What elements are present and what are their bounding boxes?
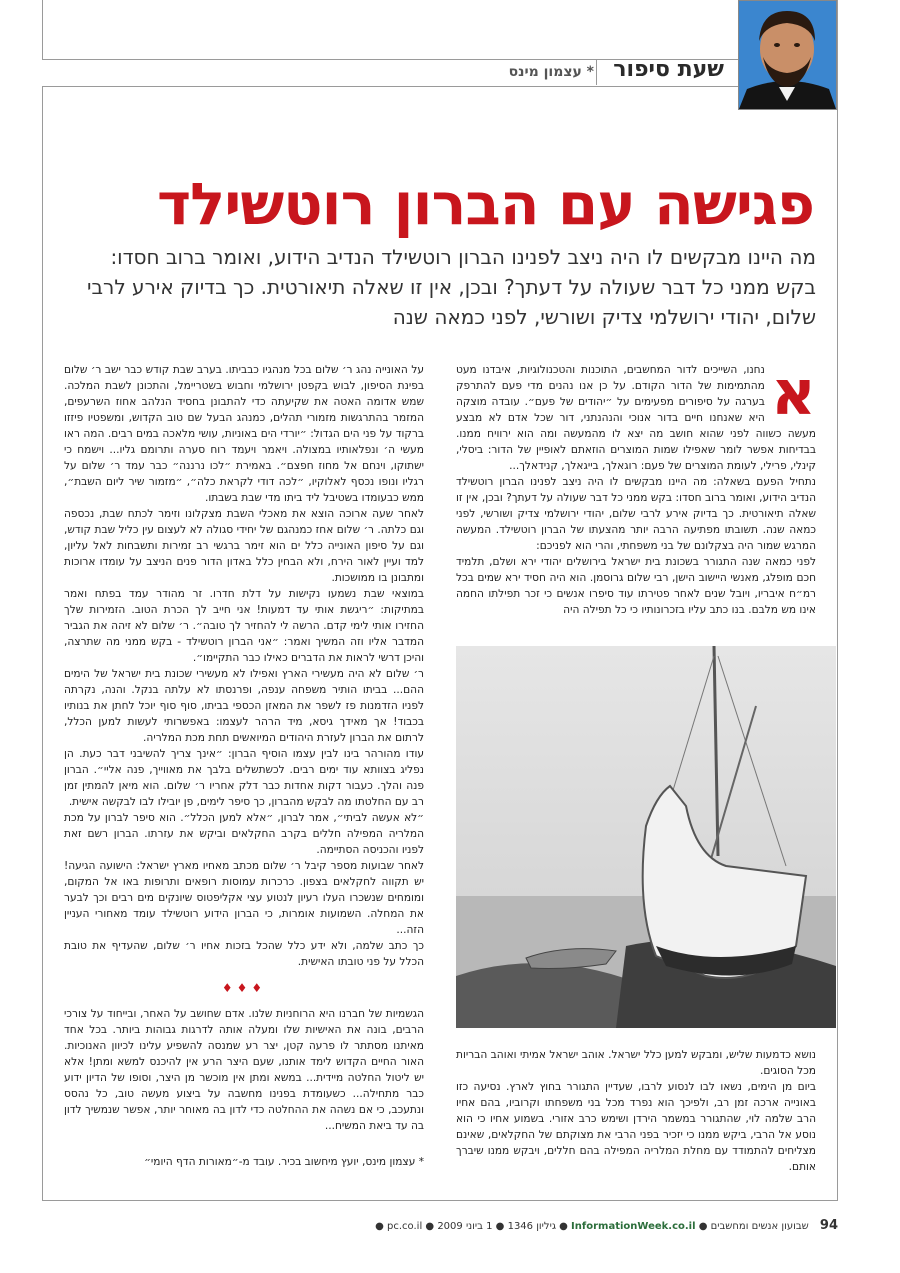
paragraph: נחנו, השייכים לדור המחשבים, התוכנות והטכנולוגיות, איבדנו מעט מהתמימות של הדור הקודם. על כן אנו נהנים מדי פעם להתרפק בערגה על סיפורים מפעימים על ״יהודים של פעם״. עובדה מוצקה היא שאנחנו חיים בדור אנוכי והנהנתני, דור שכל אדם לא מבצע מעשה כשווה לפני שהוא חושב מה יצא לו מהמעשה ומה הוא ירוויח ממנו. בבדיחות אפשר לומר שאפילו שמות המוצרים הוזאתם לאופיין של הדור: ביסלי, קינלי, פרילי, לעומת המוצרים של פעם: רוגאלך, בייגאלך, קנידאלך... xyxy=(456,364,816,472)
paragraph: לאחר שעה ארוכה הוצא את מאכלי השבת מצקלונו וזימר לכתח שבת, נכספה וגם כלתה. ר׳ שלום אחז כמנהגם של יחידי סגולה לא לעצום עין כליל שבת קודש, וגם על סיפון האונייה כלל ים הוא זימר ברגשי רב זמירות ותשבחות לאל עליון, למד ועיין לאור הירח, ולא הבחין כלל באדון הדור פנים הניצב על עומדו ארוכות ומתבונן בו ממושכות. xyxy=(64,508,424,584)
column-title: שעת סיפור xyxy=(613,57,724,82)
article-column-right-bottom xyxy=(456,1047,816,1175)
header-separator xyxy=(596,59,597,85)
section-divider: ♦♦♦ xyxy=(221,981,267,995)
issue-date: 1 ביוני 2009 xyxy=(437,1221,493,1232)
paragraph: על האונייה נהג ר׳ שלום בכל מנהגיו כבביתו. בערב שבת קודש כבר ישב ר׳ שלום בפינת הסיפון, לבוש בקפטן ירושלמי וחבוש בשטריימל, והתכונן לשבת המלכה. שמש אדומה האטה את שקיעתה כדי להתבונן בחסיד הנלהב אחוז השרעפים, המזמר בהתרגשות מזמורי תהלים, כמנהג הבעל שם טוב הקדוש, ומשפטיו פיזזו ברקוד על פני הים הגדול: ״יורדי הים באוניות, עושי מלאכה במים רבים. המה ראו מעשי ה׳ ונפלאותיו במצולה. ויאמר ויעמד רוח סערה ותרומם גליו... וישמח כי ישתוקו, וינחם אל מחוז חפצם״. באמירת ״לכו נרננה״ כבר עמד ר׳ שלום על רגליו ונופו נכסף לאלוקיו, ״לכה דודי לקראת כלה״, ״מזמור שיר ליום השבת״, ממש כבעומדו בשטיבל ליד ביתו מדי שבת בשבתו. xyxy=(64,364,424,504)
author-photo xyxy=(738,0,837,110)
publication-name: שבועון אנשים ומחשבים xyxy=(710,1221,809,1232)
paragraph: לפני כמאה שנה התגורר בשכונת בית ישראל בירושלים יהודי ירא ושלם, תלמיד חכם מופלג, מאנשי היישוב הישן, רבי שלום גרוסמן. הוא היה חסיד ירא שמים בכל רמ״ח איבריו, ויובל שנים לאחר פטירתו עוד סיפרו אנשים כי זכר תפילתו החמה אינו מש מלבם. בנו כתב עליו בזכרונותיו כי כל תפילה היה xyxy=(456,556,816,616)
site-link[interactable]: InformationWeek.co.il xyxy=(571,1221,696,1232)
paragraph: לאחר שבועות מספר קיבל ר׳ שלום מכתב מאחיו מארץ ישראל: הישועה הגיעה! יש תקווה לחקלאים בצפון. כרכרות עמוסות רופאים ותרופות באו אל המקום, ומומחים שנשכרו העלו רעיון לנטוע עצי אקליפטוס שיונקים מים רבים וכך לבער את המחלה. השמועות אומרות, כי הברון הידוע רוטשילד עומד מאחורי העניין הזה... xyxy=(64,860,424,936)
article-column-right xyxy=(456,356,816,618)
paragraph: כך כתב שלמה, ולא ידע כלל שהכל בזכות אחיו ר׳ שלום, שהעדיף את טובת הכלל על פני טובתו האישית. xyxy=(64,940,424,968)
paragraph: ״לא אעשה לביתי״, אמר לברון, ״אלא למען הכלל״. הוא סיפר לברון על מכת המלריה המפילה חללים בקרב החקלאים וביקש את עזרתו. הברון רשם זאת לפניו והכניסה הסתיימה. xyxy=(64,812,424,856)
article-lead: מה היינו מבקשים לו היה ניצב לפנינו הברון רוטשילד הנדיב הידוע, ואומר ברוב חסדו: בקש ממני כל דבר שעולה על דעתך? ובכן, אין זו שאלה תיאורטית. כך בדיוק אירע לרבי שלום, יהודי ירושלמי צדיק ושורשי, לפני כמאה שנה xyxy=(87,245,816,329)
column-author: עצמון מינס * xyxy=(508,64,594,80)
paragraph: נתחיל הפעם בשאלה: מה היינו מבקשים לו היה ניצב לפנינו הברון רוטשילד הנדיב הידוע, ואומר ברוב חסדו: בקש ממני כל דבר שעולה על דעתך? ובכן, אין זו שאלה תיאורטית. כך בדיוק אירע לרבי שלום, יהודי ירושלמי צדיק ושורשי, לפני כמאה שנה. תשובתו מפתיעה הרבה יותר מהצעתו של הברון רוטשילד. המעשה המרגש שמור היה בצקלונם של בני משפחתי, והרי הוא לפניכם: xyxy=(456,476,816,552)
paragraph: ביום מן הימים, נשאו לבו לנסוע לרבו, שעדיין התגורר בחוץ לארץ. נסיעה כזו באונייה ארכה זמן רב, ולפיכך הוא נפרד מכל בני משפחתו וקרוביו, בהם אחיו הרב שלמה לוי, שהתגורר במשמר הירדן ושימש כרב אזורי. בשמוע אחיו כי הוא נוסע אל הרבי, ביקש ממנו כי יזכיר בפני הרבי את מצוקתם של החקלאים, שאינם מצליחים להתמודד עם מחלת המלריה המפילה בהם חללים, ויבקש ממנו שיברך אותם. xyxy=(456,1081,816,1173)
paragraph: עודו מהורהר בינו לבין עצמו הוסיף הברון: ״אינך צריך להשיבני דבר כעת. הן נפליג בצוותא עוד ימים רבים. לכשתשלים בלבך את מאווייך, פנה אליי״. הברון פנה והלך. כעבור דקות אחדות כבר דלק אחריו ר׳ שלום. הוא מיאן להמתין זמן רב עם החלטתו מה לבקש מהברון, כך סיפר לימים, פן יובילו לבו לבקשה אישית. xyxy=(64,748,424,808)
page-number: 94 xyxy=(819,1218,838,1233)
paragraph: במוצאי שבת נשמעו נקישות על דלת חדרו. זר מהודר עמד בפתח ואמר במתיקות: ״ריגשת אותי עד דמעות! אני חייב לך הכרת הטוב. הזמירות שלך החזירו אותי לימי קדם. הרשה לי להחזיר לך טובה״. ר׳ שלום לא זיהה את הגביר המדבר אליו וזה המשיך ואמר: ״אני הברון רוטשילד - בקש ממני מה שתרצה, והיכן דרשי לראות את הדברים כאילו כבר התקיימו״. xyxy=(64,588,424,664)
issue-number: גיליון 1346 xyxy=(507,1221,556,1232)
drop-cap: א xyxy=(770,356,816,429)
article-headline: פגישה עם הברון רוטשילד xyxy=(157,170,814,238)
paragraph: נושא כדמעות שליש, ומבקש למען כלל ישראל. אוהב ישראל אמיתי ואוהב הבריות מכל הסוגים. xyxy=(456,1049,816,1077)
paragraph: ר׳ שלום לא היה מעשירי הארץ ואפילו לא מעשירי שכונת בית ישראל של הימים ההם... בביתו הותיר משפחה ענפה, ופרנסתו לא עלתה בנקל. והנה, נקרתה לפניו הזדמנות פז לשפר את המאזן הכספי בביתו, סוף סוף יוכל לחתן את בנותיו בכבוד! אך מאידך גיסא, מיד הרהר לעצמו: באפשרותי לעשות למען הכלל, לרתום את הברון לעזרת היהודים המיואשים תחת מכת המלריה. xyxy=(64,668,424,744)
page-footer: 94 שבועון אנשים ומחשבים ● InformationWeek.co.il ● גיליון 1346 ● 1 ביוני 2009 ● pc.co.il ● xyxy=(375,1218,838,1233)
boat-photo xyxy=(456,646,836,1028)
site-link-2[interactable]: pc.co.il xyxy=(387,1221,423,1232)
paragraph: הגשמיות של חברנו היא הרוחניות שלנו. אדם שחושב על האחר, ובייחוד על צורכי הרבים, בונה את האישיות שלו ומעלה אותה לדרגות גבוהות ביותר. בכל אחד מאיתנו מסתתר לו פרעה קטן, יצר רע שמנסה להשפיע עלינו לכיוון האנוכיות. האור החיים הקדוש לימד אותנו, שעם היצר הרע אין להיכנס למשא ומתן! אלא יש ליטול החלטה מיידית... במשא ומתן אין מוכשר מן היצר, וסופו של הדיון ידוע כבר מתחילה... כשעומדת בפנינו מחשבה על ביצוע מעשה טוב, כל נהסס ונתעכב, כי אם נשהה את ההחלטה כדי לדון בה מאוחר יותר, אפשר שנמשיך לדון בה עד ביאת המשיח... xyxy=(64,1008,424,1132)
article-column-left xyxy=(64,362,424,1134)
author-footnote: * עצמון מינס, יועץ מיחשוב בכיר. עובד מ-״מאורות הדף היומי״ xyxy=(144,1156,424,1168)
